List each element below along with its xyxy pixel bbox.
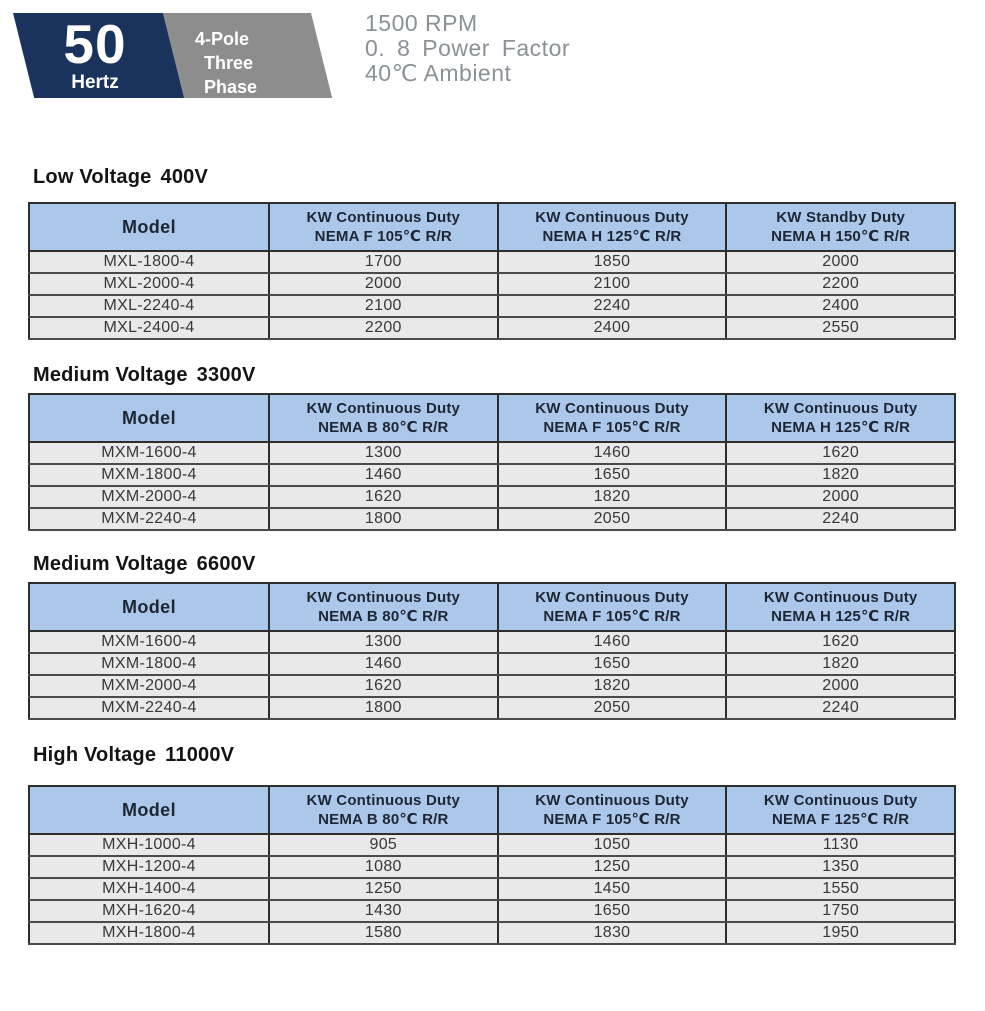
kw-value-cell: 905 [269,834,498,856]
section-voltage: 6600V [196,553,256,575]
section-title-high-voltage [33,744,985,767]
section-voltage: 11000V [165,744,235,766]
frequency-value: 50 [63,13,127,75]
model-cell: MXM-2000-4 [29,675,269,697]
kw-value-cell: 1350 [726,856,955,878]
kw-value-cell: 2000 [726,486,955,508]
model-cell: MXM-2240-4 [29,508,269,530]
table-row [29,464,955,486]
kw-value-cell: 1830 [498,922,727,944]
table-row [29,900,955,922]
kw-value-cell: 1550 [726,878,955,900]
kw-value-cell: 2000 [726,251,955,273]
model-cell: MXL-2400-4 [29,317,269,339]
column-header-kw: KW Continuous Duty NEMA F 105℃ R/R [498,583,727,631]
table-row [29,508,955,530]
kw-value-cell: 1800 [269,508,498,530]
kw-value-cell: 1250 [269,878,498,900]
kw-value-cell: 1460 [269,653,498,675]
table-row [29,697,955,719]
table-row [29,442,955,464]
kw-value-cell: 1130 [726,834,955,856]
section-title-text: High Voltage [33,744,157,766]
kw-value-cell: 1460 [498,442,727,464]
kw-value-cell: 1460 [498,631,727,653]
column-header-kw: KW Continuous Duty NEMA F 105℃ R/R [498,394,727,442]
table-row [29,273,955,295]
column-header-model: Model [29,394,269,442]
column-header-kw: KW Standby Duty NEMA H 150℃ R/R [726,203,955,251]
model-cell: MXH-1400-4 [29,878,269,900]
model-cell: MXH-1620-4 [29,900,269,922]
kw-value-cell: 2550 [726,317,955,339]
kw-value-cell: 2100 [498,273,727,295]
frequency-unit: Hertz [71,72,119,93]
kw-value-cell: 1300 [269,442,498,464]
medium-voltage-6600-table [28,582,956,720]
kw-value-cell: 2240 [726,697,955,719]
kw-value-cell: 2050 [498,508,727,530]
kw-value-cell: 1580 [269,922,498,944]
kw-value-cell: 2200 [726,273,955,295]
high-voltage-table [28,785,956,945]
kw-value-cell: 1820 [498,675,727,697]
model-cell: MXM-1600-4 [29,631,269,653]
kw-value-cell: 1300 [269,631,498,653]
low-voltage-table [28,202,956,340]
pole-label: 4-Pole [195,29,250,49]
header-row [29,583,955,631]
model-cell: MXM-1800-4 [29,653,269,675]
kw-value-cell: 1650 [498,464,727,486]
table-row [29,856,955,878]
model-cell: MXM-2240-4 [29,697,269,719]
header-row [29,786,955,834]
section-voltage: 3300V [196,364,256,386]
kw-value-cell: 1950 [726,922,955,944]
column-header-model: Model [29,786,269,834]
model-cell: MXL-1800-4 [29,251,269,273]
model-cell: MXM-1600-4 [29,442,269,464]
kw-value-cell: 1620 [726,442,955,464]
kw-value-cell: 2240 [726,508,955,530]
kw-value-cell: 1620 [726,631,955,653]
spec-ambient: 40℃ Ambient [365,60,512,86]
column-header-kw: KW Continuous Duty NEMA F 105℃ R/R [498,786,727,834]
column-header-model: Model [29,583,269,631]
section-voltage: 400V [160,166,209,188]
table-row [29,653,955,675]
header-row [29,203,955,251]
table-row [29,834,955,856]
kw-value-cell: 1250 [498,856,727,878]
column-header-kw: KW Continuous Duty NEMA F 125℃ R/R [726,786,955,834]
kw-value-cell: 2000 [726,675,955,697]
kw-value-cell: 2100 [269,295,498,317]
model-cell: MXL-2240-4 [29,295,269,317]
model-cell: MXH-1800-4 [29,922,269,944]
header-row [29,394,955,442]
kw-value-cell: 1050 [498,834,727,856]
kw-value-cell: 1820 [726,653,955,675]
medium-voltage-3300-table [28,393,956,531]
kw-value-cell: 1750 [726,900,955,922]
model-cell: MXH-1000-4 [29,834,269,856]
table-row [29,675,955,697]
kw-value-cell: 1650 [498,653,727,675]
section-title-medium-voltage-6600 [33,553,985,576]
kw-value-cell: 1820 [498,486,727,508]
section-title-medium-voltage-3300 [33,364,985,387]
kw-value-cell: 2000 [269,273,498,295]
column-header-model: Model [29,203,269,251]
kw-value-cell: 2050 [498,697,727,719]
kw-value-cell: 1080 [269,856,498,878]
table-row [29,922,955,944]
kw-value-cell: 1700 [269,251,498,273]
table-row [29,878,955,900]
table-row [29,251,955,273]
kw-value-cell: 1450 [498,878,727,900]
kw-value-cell: 1650 [498,900,727,922]
section-title-text: Medium Voltage [33,364,188,386]
section-title-text: Low Voltage [33,166,152,188]
model-cell: MXH-1200-4 [29,856,269,878]
kw-value-cell: 1850 [498,251,727,273]
kw-value-cell: 2240 [498,295,727,317]
kw-value-cell: 1800 [269,697,498,719]
kw-value-cell: 1620 [269,486,498,508]
table-row [29,631,955,653]
table-row [29,486,955,508]
model-cell: MXM-2000-4 [29,486,269,508]
kw-value-cell: 2200 [269,317,498,339]
column-header-kw: KW Continuous Duty NEMA H 125℃ R/R [726,394,955,442]
kw-value-cell: 1820 [726,464,955,486]
section-title-low-voltage [33,166,985,189]
column-header-kw: KW Continuous Duty NEMA F 105℃ R/R [269,203,498,251]
column-header-kw: KW Continuous Duty NEMA B 80℃ R/R [269,394,498,442]
kw-value-cell: 1620 [269,675,498,697]
column-header-kw: KW Continuous Duty NEMA H 125℃ R/R [726,583,955,631]
model-cell: MXM-1800-4 [29,464,269,486]
kw-value-cell: 2400 [726,295,955,317]
table-row [29,295,955,317]
model-cell: MXL-2000-4 [29,273,269,295]
table-row [29,317,955,339]
column-header-kw: KW Continuous Duty NEMA B 80℃ R/R [269,786,498,834]
column-header-kw: KW Continuous Duty NEMA H 125℃ R/R [498,203,727,251]
kw-value-cell: 1460 [269,464,498,486]
column-header-kw: KW Continuous Duty NEMA B 80℃ R/R [269,583,498,631]
section-title-text: Medium Voltage [33,553,188,575]
spec-rpm: 1500 RPM [365,10,478,36]
phase-label: Three Phase [204,53,258,97]
kw-value-cell: 1430 [269,900,498,922]
kw-value-cell: 2400 [498,317,727,339]
spec-power-factor: 0. 8 Power Factor [365,35,571,61]
